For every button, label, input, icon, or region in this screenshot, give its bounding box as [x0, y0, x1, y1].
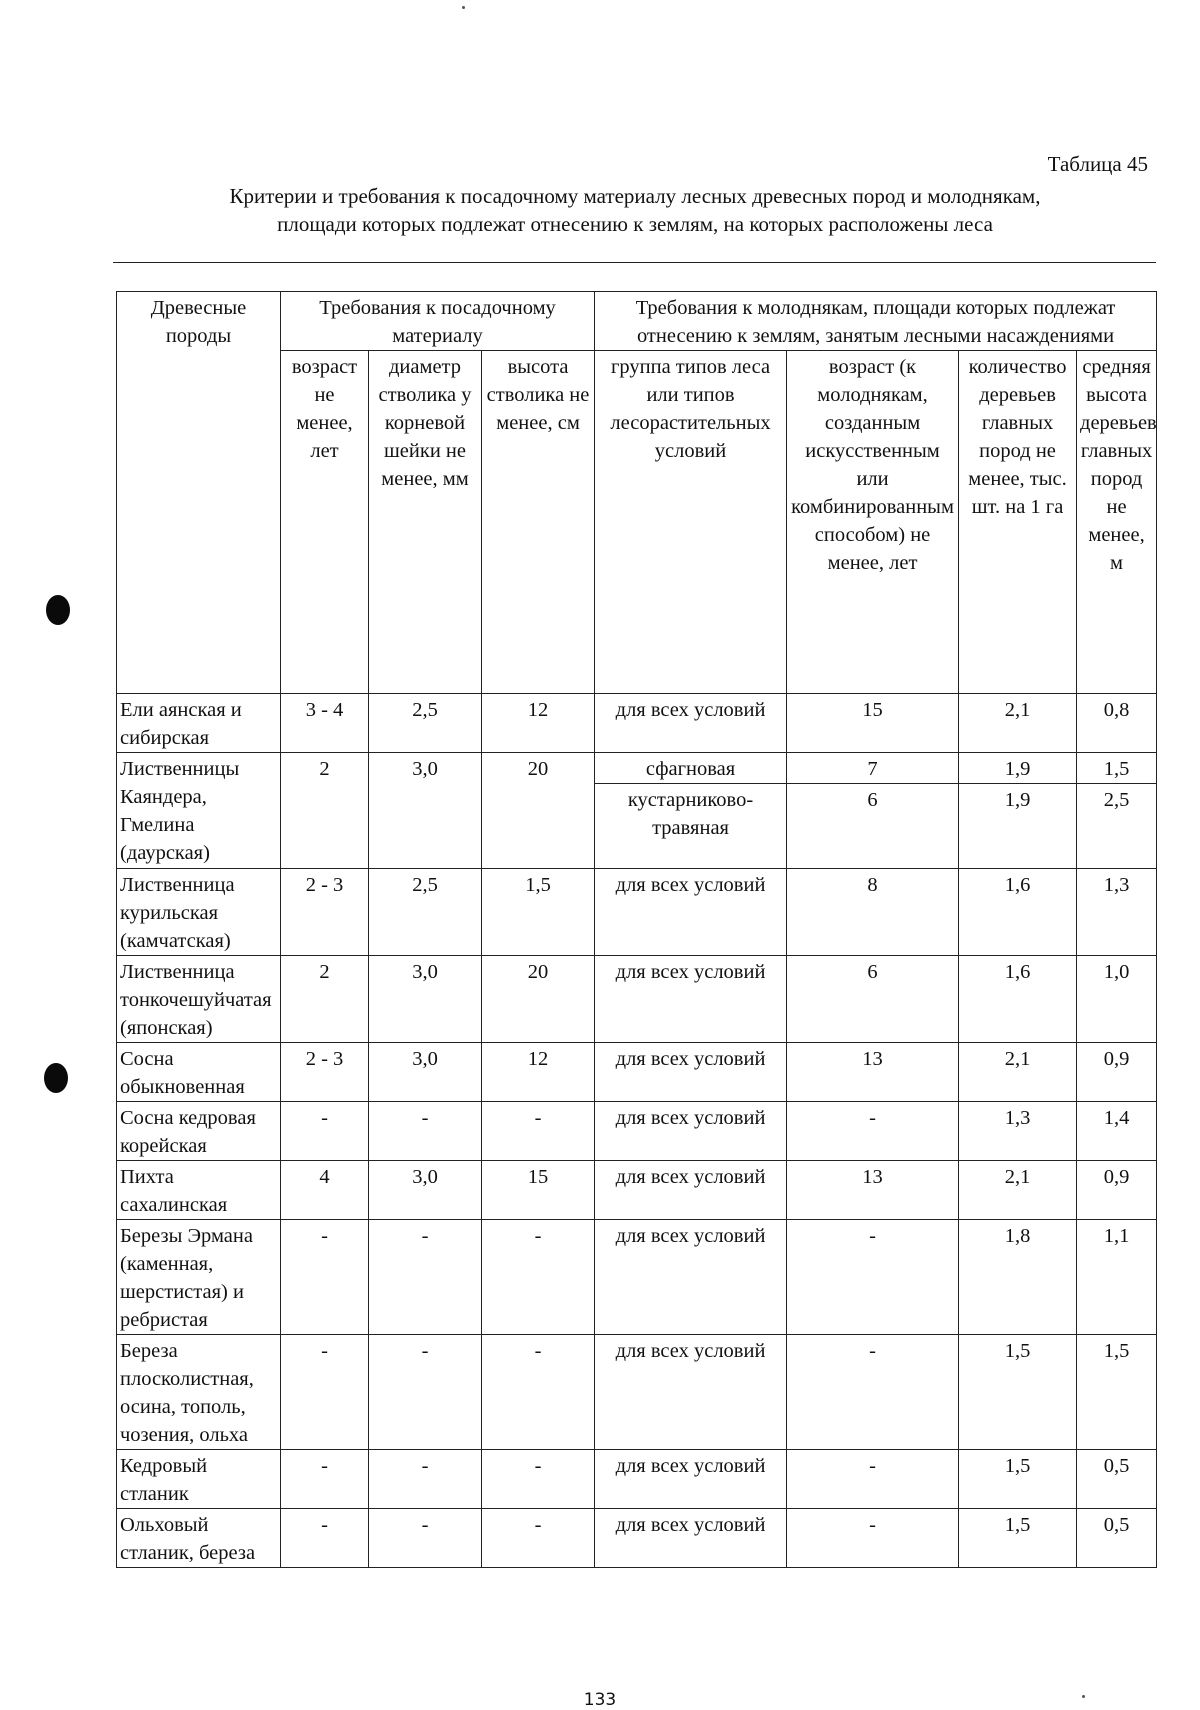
- cell-tree-count: 1,5: [959, 1450, 1077, 1509]
- cell-diameter: 3,0: [369, 753, 482, 869]
- table-title: [115, 182, 1155, 238]
- cell-age: -: [281, 1509, 369, 1568]
- cell-height: -: [482, 1450, 595, 1509]
- requirements-table: [116, 291, 1157, 1568]
- cell-tree-count: 1,5: [959, 1509, 1077, 1568]
- table-row: [117, 956, 1157, 1043]
- cell-species: Лиственница курильская (камчатская): [117, 869, 281, 956]
- cell-young-age: 6: [787, 784, 959, 869]
- cell-forest-type: для всех условий: [595, 869, 787, 956]
- cell-young-age: -: [787, 1509, 959, 1568]
- cell-forest-type: для всех условий: [595, 1509, 787, 1568]
- cell-diameter: 3,0: [369, 1161, 482, 1220]
- cell-tree-count: 2,1: [959, 1161, 1077, 1220]
- cell-diameter: -: [369, 1509, 482, 1568]
- binder-hole-mark: [44, 1063, 68, 1093]
- cell-species: Ели аянская и сибирская: [117, 694, 281, 753]
- cell-age: -: [281, 1335, 369, 1450]
- cell-age: -: [281, 1102, 369, 1161]
- cell-age: 4: [281, 1161, 369, 1220]
- cell-young-age: 8: [787, 869, 959, 956]
- cell-species: Лиственницы Каяндера, Гмелина (даурская): [117, 753, 281, 869]
- cell-tree-count: 1,8: [959, 1220, 1077, 1335]
- cell-avg-height: 0,5: [1077, 1450, 1157, 1509]
- header-planting-material: Требования к посадочному материалу: [281, 292, 595, 351]
- cell-tree-count: 2,1: [959, 1043, 1077, 1102]
- cell-young-age: -: [787, 1220, 959, 1335]
- cell-avg-height: 0,9: [1077, 1043, 1157, 1102]
- cell-species: Лиственница тонкочешуйчатая (японская): [117, 956, 281, 1043]
- cell-species: Кедровый стланик: [117, 1450, 281, 1509]
- cell-young-age: 13: [787, 1043, 959, 1102]
- cell-avg-height: 0,5: [1077, 1509, 1157, 1568]
- cell-diameter: 2,5: [369, 869, 482, 956]
- table-title-line-1: Критерии и требования к посадочному материалу лесных древесных пород и молоднякам,: [229, 184, 1041, 208]
- table-row: [117, 694, 1157, 753]
- table-row: [117, 1220, 1157, 1335]
- cell-young-age: -: [787, 1102, 959, 1161]
- cell-height: 12: [482, 1043, 595, 1102]
- cell-avg-height: 0,8: [1077, 694, 1157, 753]
- table-row: [117, 1043, 1157, 1102]
- cell-height: -: [482, 1220, 595, 1335]
- cell-species: Пихта сахалинская: [117, 1161, 281, 1220]
- cell-forest-type: для всех условий: [595, 1161, 787, 1220]
- cell-age: 2 - 3: [281, 869, 369, 956]
- cell-diameter: -: [369, 1102, 482, 1161]
- cell-age: 2: [281, 956, 369, 1043]
- cell-young-age: -: [787, 1335, 959, 1450]
- header-young-stands: Требования к молоднякам, площади которых подлежат отнесению к землям, занятым лесными насаждениями: [595, 292, 1157, 351]
- cell-species: Ольховый стланик, береза: [117, 1509, 281, 1568]
- header-age: возраст не менее, лет: [281, 351, 369, 694]
- cell-young-age: 6: [787, 956, 959, 1043]
- header-height: высота стволика не менее, см: [482, 351, 595, 694]
- cell-tree-count: 1,3: [959, 1102, 1077, 1161]
- cell-avg-height: 2,5: [1077, 784, 1157, 869]
- horizontal-rule: [113, 262, 1156, 263]
- cell-age: -: [281, 1220, 369, 1335]
- table-title-line-2: площади которых подлежат отнесению к землям, на которых расположены леса: [277, 212, 993, 236]
- cell-species: Сосна обыкновенная: [117, 1043, 281, 1102]
- binder-hole-mark: [46, 595, 70, 625]
- cell-age: -: [281, 1450, 369, 1509]
- cell-forest-type: для всех условий: [595, 1043, 787, 1102]
- cell-tree-count: 1,6: [959, 869, 1077, 956]
- cell-forest-type: для всех условий: [595, 1335, 787, 1450]
- cell-diameter: 3,0: [369, 956, 482, 1043]
- cell-diameter: -: [369, 1220, 482, 1335]
- cell-species: Березы Эрмана (каменная, шерстистая) и ребристая: [117, 1220, 281, 1335]
- cell-age: 3 - 4: [281, 694, 369, 753]
- cell-avg-height: 1,3: [1077, 869, 1157, 956]
- cell-age: 2: [281, 753, 369, 869]
- cell-diameter: -: [369, 1335, 482, 1450]
- cell-young-age: -: [787, 1450, 959, 1509]
- cell-forest-type: сфагновая: [595, 753, 787, 784]
- table-caption: Таблица 45: [1047, 152, 1148, 176]
- cell-age: 2 - 3: [281, 1043, 369, 1102]
- cell-height: 15: [482, 1161, 595, 1220]
- cell-height: -: [482, 1335, 595, 1450]
- header-avg-height: средняя высота деревьев главных пород не менее, м: [1077, 351, 1157, 694]
- page-number: 133: [583, 1690, 617, 1710]
- table-row: [117, 1450, 1157, 1509]
- cell-forest-type: для всех условий: [595, 694, 787, 753]
- cell-tree-count: 1,9: [959, 784, 1077, 869]
- cell-forest-type: кустарниково-травяная: [595, 784, 787, 869]
- cell-species: Береза плосколистная, осина, тополь, чозения, ольха: [117, 1335, 281, 1450]
- table-row: [117, 1509, 1157, 1568]
- cell-height: 20: [482, 753, 595, 869]
- table-row: [117, 1335, 1157, 1450]
- cell-avg-height: 1,1: [1077, 1220, 1157, 1335]
- cell-height: 20: [482, 956, 595, 1043]
- cell-tree-count: 1,9: [959, 753, 1077, 784]
- cell-avg-height: 1,4: [1077, 1102, 1157, 1161]
- cell-forest-type: для всех условий: [595, 1220, 787, 1335]
- cell-diameter: 2,5: [369, 694, 482, 753]
- header-diameter: диаметр стволика у корневой шейки не менее, мм: [369, 351, 482, 694]
- header-species: Древесные породы: [117, 292, 281, 694]
- cell-young-age: 7: [787, 753, 959, 784]
- cell-height: -: [482, 1102, 595, 1161]
- cell-tree-count: 1,6: [959, 956, 1077, 1043]
- cell-forest-type: для всех условий: [595, 1450, 787, 1509]
- cell-height: 1,5: [482, 869, 595, 956]
- cell-forest-type: для всех условий: [595, 1102, 787, 1161]
- cell-forest-type: для всех условий: [595, 956, 787, 1043]
- cell-avg-height: 1,5: [1077, 753, 1157, 784]
- table-row: [117, 753, 1157, 784]
- cell-height: 12: [482, 694, 595, 753]
- cell-avg-height: 0,9: [1077, 1161, 1157, 1220]
- table-row: [117, 1102, 1157, 1161]
- cell-diameter: 3,0: [369, 1043, 482, 1102]
- table-row: [117, 1161, 1157, 1220]
- header-forest-type: группа типов леса или типов лесорастительных условий: [595, 351, 787, 694]
- header-tree-count: количество деревьев главных пород не менее, тыс. шт. на 1 га: [959, 351, 1077, 694]
- scan-speck: [462, 6, 465, 9]
- cell-tree-count: 2,1: [959, 694, 1077, 753]
- cell-avg-height: 1,5: [1077, 1335, 1157, 1450]
- cell-avg-height: 1,0: [1077, 956, 1157, 1043]
- cell-tree-count: 1,5: [959, 1335, 1077, 1450]
- cell-young-age: 13: [787, 1161, 959, 1220]
- header-young-age: возраст (к молоднякам, созданным искусственным или комбинированным способом) не менее, лет: [787, 351, 959, 694]
- cell-young-age: 15: [787, 694, 959, 753]
- cell-species: Сосна кедровая корейская: [117, 1102, 281, 1161]
- cell-diameter: -: [369, 1450, 482, 1509]
- cell-height: -: [482, 1509, 595, 1568]
- table-row: [117, 869, 1157, 956]
